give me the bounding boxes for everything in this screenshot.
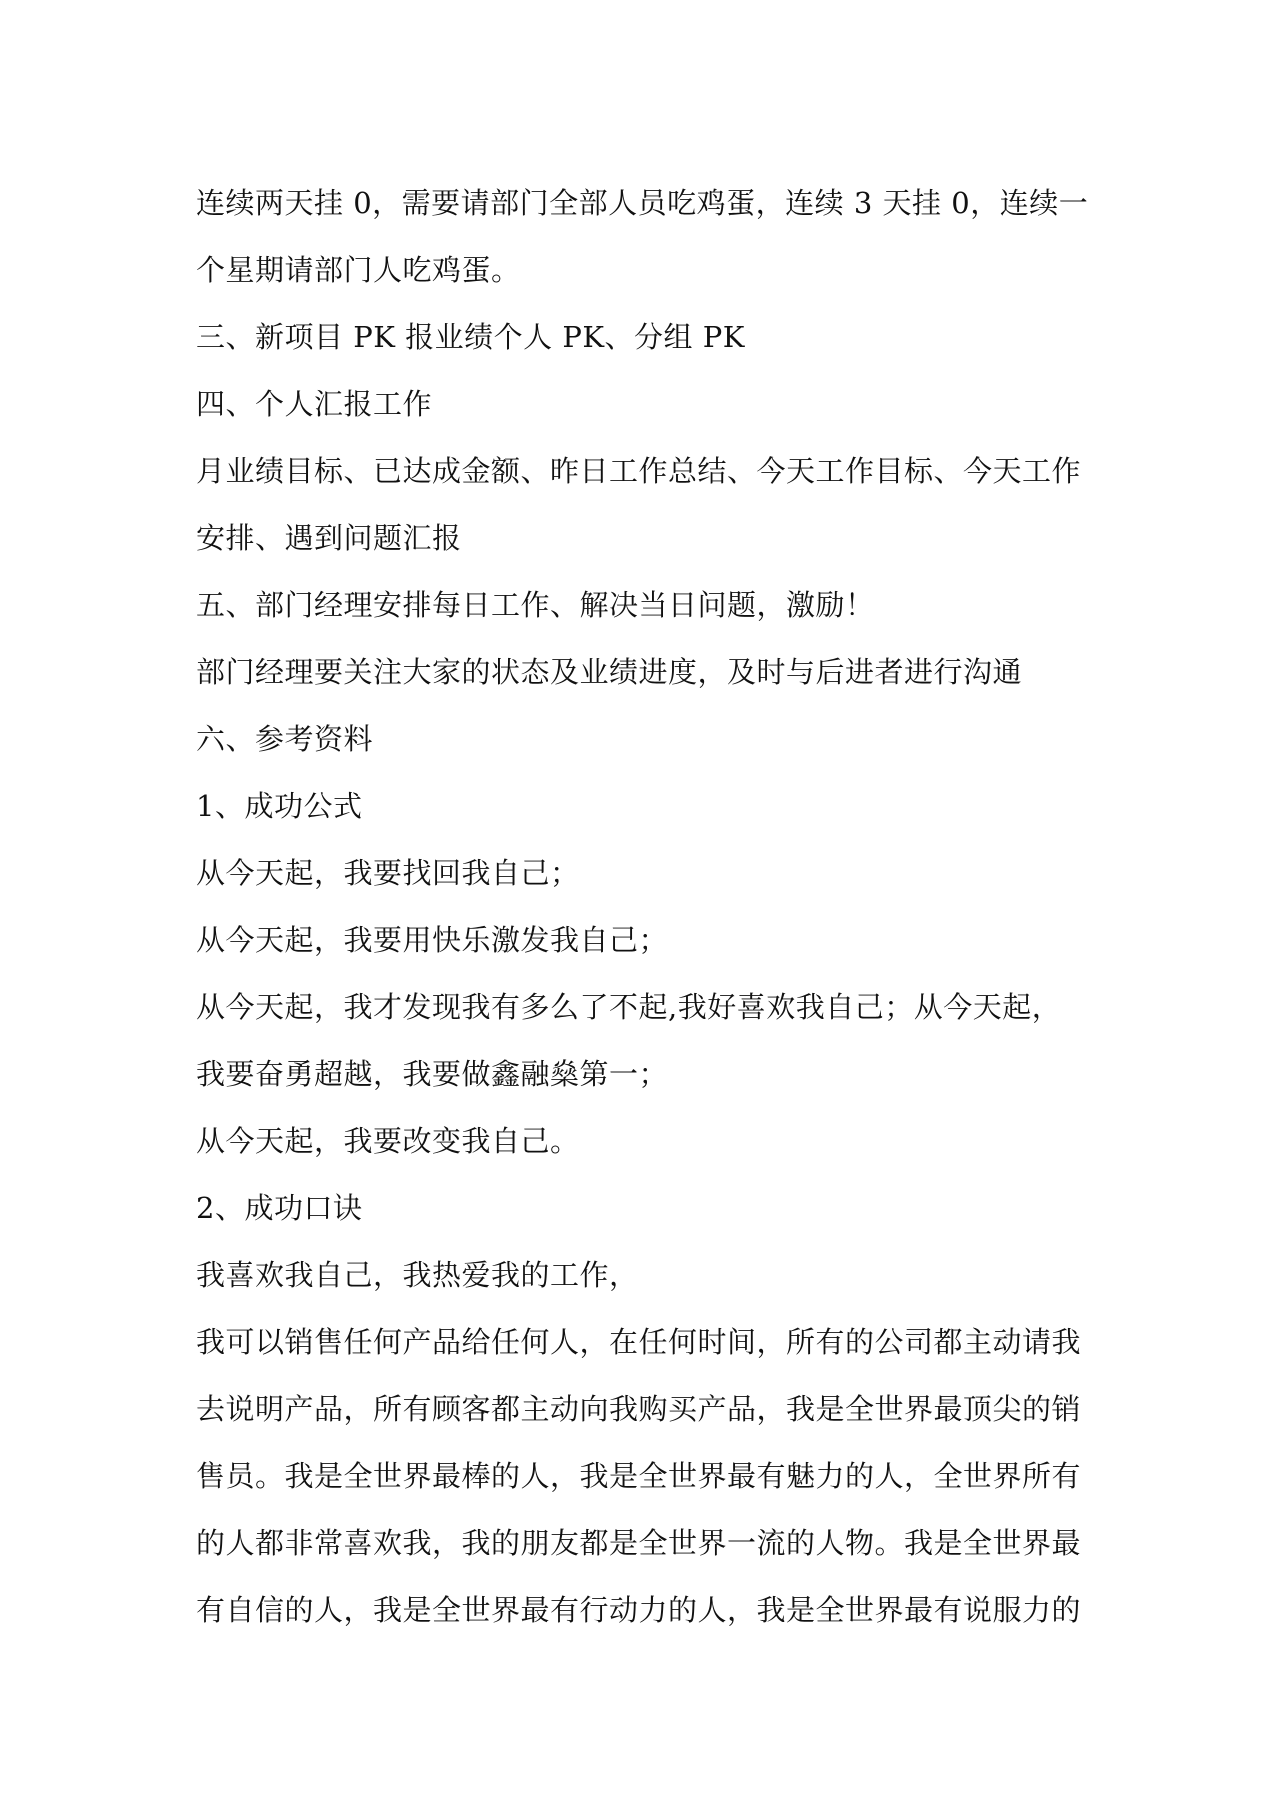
text-line: 有自信的人，我是全世界最有行动力的人，我是全世界最有说服力的 (196, 1593, 1082, 1627)
section-heading: 四、个人汇报工作 (196, 387, 433, 421)
text-line: 从今天起，我要改变我自己。 (196, 1124, 580, 1158)
text-line: 从今天起，我要用快乐激发我自己； (196, 923, 669, 957)
text-line: 我喜欢我自己，我热爱我的工作， (196, 1258, 639, 1292)
subsection-heading: 1、成功公式 (196, 789, 363, 823)
text-line: 个星期请部门人吃鸡蛋。 (196, 253, 521, 287)
subsection-heading: 2、成功口诀 (196, 1191, 363, 1225)
text-line: 售员。我是全世界最棒的人，我是全世界最有魅力的人，全世界所有 (196, 1459, 1082, 1493)
text-line: 我可以销售任何产品给任何人，在任何时间，所有的公司都主动请我 (196, 1325, 1082, 1359)
text-line: 从今天起，我才发现我有多么了不起,我好喜欢我自己；从今天起， (196, 990, 1062, 1024)
text-line: 从今天起，我要找回我自己； (196, 856, 580, 890)
section-heading: 三、新项目 PK 报业绩个人 PK、分组 PK (196, 320, 745, 354)
text-line: 连续两天挂 0，需要请部门全部人员吃鸡蛋，连续 3 天挂 0，连续一 (196, 186, 1089, 220)
text-line: 我要奋勇超越，我要做鑫融燊第一； (196, 1057, 669, 1091)
section-heading: 五、部门经理安排每日工作、解决当日问题，激励！ (196, 588, 875, 622)
text-line: 月业绩目标、已达成金额、昨日工作总结、今天工作目标、今天工作 (196, 454, 1082, 488)
text-line: 去说明产品，所有顾客都主动向我购买产品，我是全世界最顶尖的销 (196, 1392, 1082, 1426)
text-line: 部门经理要关注大家的状态及业绩进度，及时与后进者进行沟通 (196, 655, 1023, 689)
text-line: 的人都非常喜欢我，我的朋友都是全世界一流的人物。我是全世界最 (196, 1526, 1082, 1560)
document-body (196, 170, 1096, 1644)
section-heading: 六、参考资料 (196, 722, 374, 756)
text-line: 安排、遇到问题汇报 (196, 521, 462, 555)
